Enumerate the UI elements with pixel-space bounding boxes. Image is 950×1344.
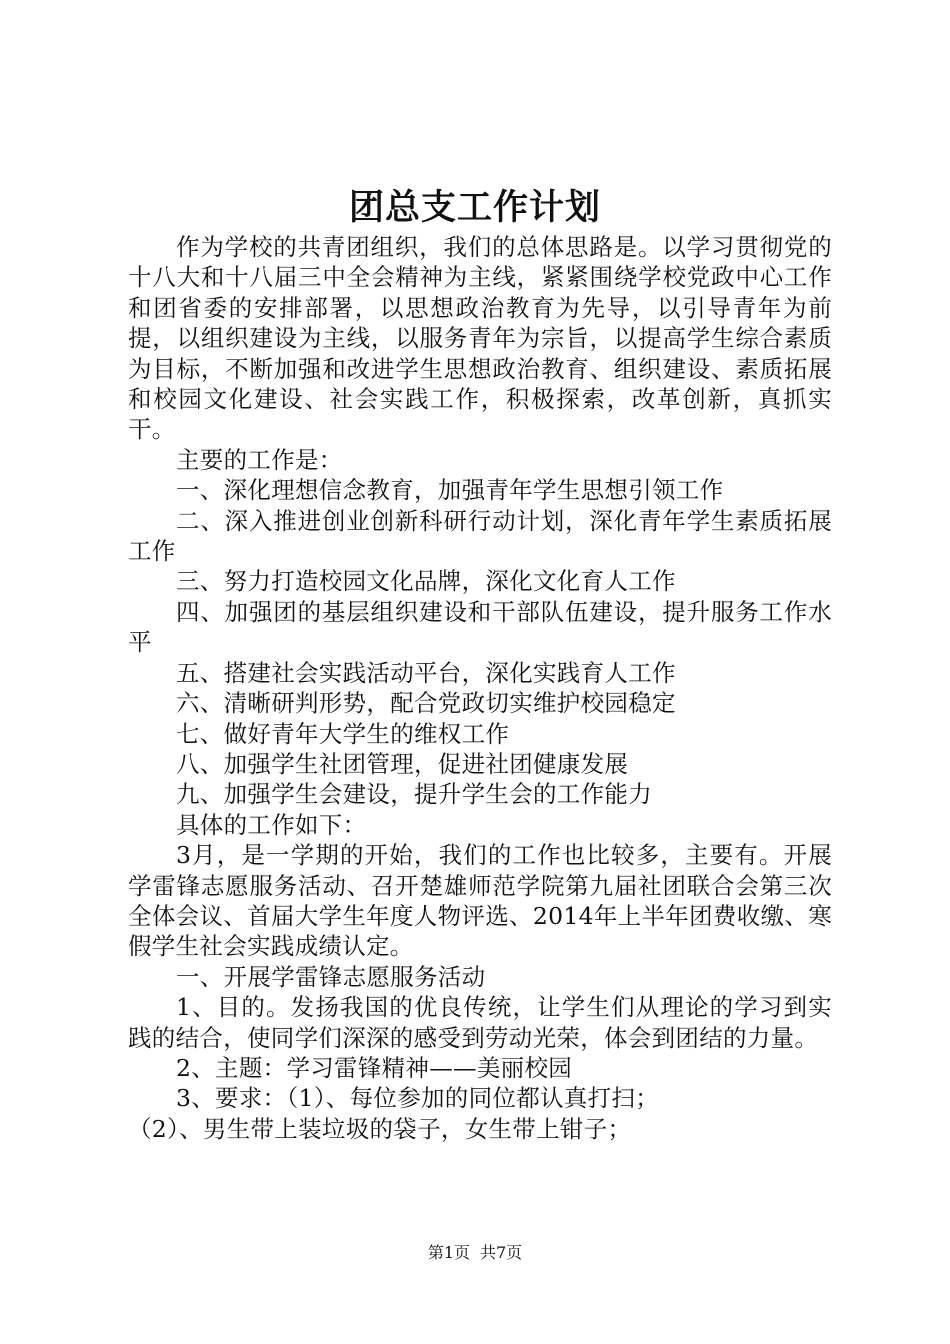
- march-paragraph: 3月，是一学期的开始，我们的工作也比较多，主要有。开展学雷锋志愿服务活动、召开楚雄师范学院第九届社团联合会第三次全体会议、首届大学生年度人物评选、2014年上半年团费收缴、寒假学生社会实践成绩认定。: [128, 841, 832, 961]
- main-work-heading: 主要的工作是：: [176, 445, 343, 474]
- work-item-7: 七、做好青年大学生的维权工作: [176, 719, 510, 748]
- work-item-4: 四、加强团的基层组织建设和干部队伍建设，提升服务工作水平: [128, 597, 832, 657]
- work-item-2: 二、深入推进创业创新科研行动计划，深化青年学生素质拓展工作: [128, 506, 832, 566]
- work-item-3: 三、努力打造校园文化品牌，深化文化育人工作: [176, 567, 676, 596]
- page-number-current: 第1页: [427, 1243, 470, 1262]
- work-item-9: 九、加强学生会建设，提升学生会的工作能力: [176, 780, 652, 809]
- purpose-paragraph: 1、目的。发扬我国的优良传统，让学生们从理论的学习到实践的结合，使同学们深深的感受到劳动光荣，体会到团结的力量。: [128, 993, 832, 1052]
- work-item-8: 八、加强学生社团管理，促进社团健康发展: [176, 749, 629, 778]
- requirement-paragraph: 3、要求：（1）、每位参加的同位都认真打扫；: [176, 1084, 660, 1113]
- intro-paragraph: 作为学校的共青团组织，我们的总体思路是。以学习贯彻党的十八大和十八届三中全会精神为主线，紧紧围绕学校党政中心工作和团省委的安排部署，以思想政治教育为先导，以引导青年为前提，以组织建设为主线，以服务青年为宗旨，以提高学生综合素质为目标，不断加强和改进学生思想政治教育、组织建设、素质拓展和校园文化建设、社会实践工作，积极探索，改革创新，真抓实干。: [128, 233, 832, 444]
- specific-work-heading: 具体的工作如下：: [176, 810, 367, 839]
- work-item-6: 六、清晰研判形势，配合党政切实维护校园稳定: [176, 689, 676, 718]
- theme-paragraph: 2、主题：学习雷锋精神——美丽校园: [176, 1053, 573, 1082]
- requirement-item-2: （2）、男生带上装垃圾的袋子，女生带上钳子；: [128, 1114, 632, 1143]
- page-footer: [0, 1242, 950, 1264]
- page-number-total: 共7页: [480, 1243, 523, 1262]
- document-body: [128, 232, 832, 1144]
- document-title: 团总支工作计划: [348, 187, 601, 228]
- section-heading-volunteer: 一、开展学雷锋志愿服务活动: [176, 962, 486, 991]
- work-item-1: 一、深化理想信念教育，加强青年学生思想引领工作: [176, 476, 724, 505]
- work-item-5: 五、搭建社会实践活动平台，深化实践育人工作: [176, 658, 676, 687]
